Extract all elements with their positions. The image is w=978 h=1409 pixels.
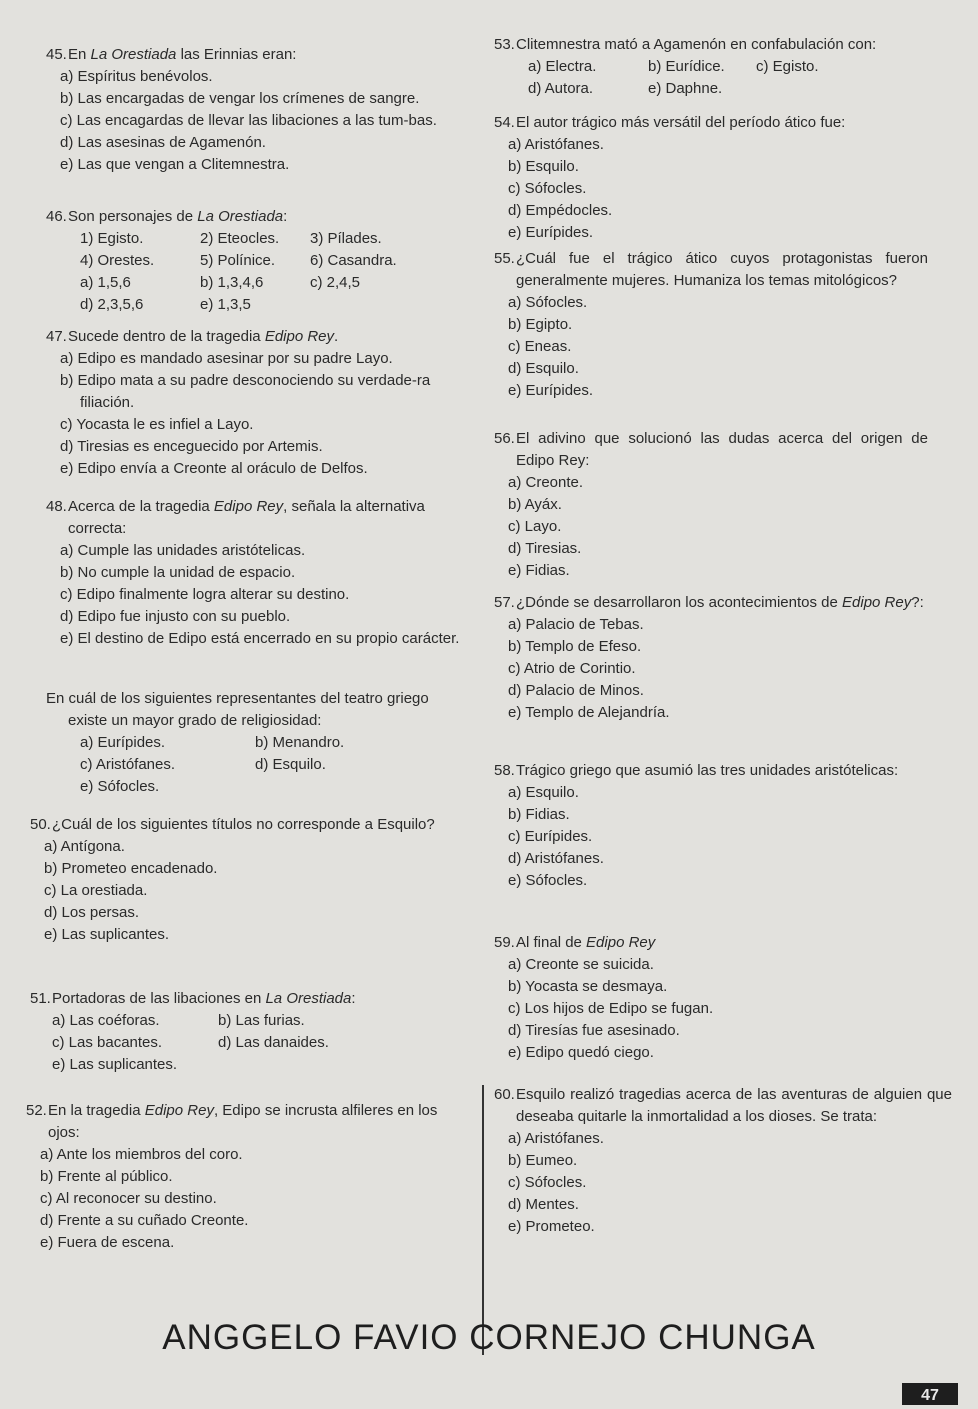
option-d: d) Las danaides. (218, 1034, 329, 1051)
question-stem: 54.El autor trágico más versátil del período ático fue: (494, 114, 846, 131)
option-e: e) Sófocles. (508, 872, 588, 889)
option-c: c) La orestiada. (44, 882, 148, 899)
option-a: a) Esquilo. (508, 784, 579, 801)
option-e: e) Eurípides. (508, 382, 594, 399)
item: 1) Egisto. (80, 230, 144, 247)
option-b: b) Fidias. (508, 806, 570, 823)
option-d: d) Autora. (528, 80, 594, 97)
option-e: e) El destino de Edipo está encerrado en su propio carácter. (60, 630, 460, 647)
options (46, 732, 466, 798)
option-a: a) Creonte. (508, 474, 584, 491)
option-b: b) No cumple la unidad de espacio. (60, 564, 296, 581)
option-a: a) 1,5,6 (80, 274, 131, 291)
option-d: d) Las asesinas de Agamenón. (60, 134, 266, 151)
option-a: a) Sófocles. (508, 294, 588, 311)
option-d: d) Los persas. (44, 904, 140, 921)
option-a: a) Electra. (528, 58, 597, 75)
option-b: b) Yocasta se desmaya. (508, 978, 668, 995)
question-60 (494, 1084, 952, 1238)
option-e: e) Daphne. (648, 80, 723, 97)
question-52 (26, 1100, 466, 1254)
option-b: b) Edipo mata a su padre desconociendo su verdade-ra filiación. (60, 372, 431, 411)
option-a: a) Espíritus benévolos. (60, 68, 213, 85)
question-stem: 46.Son personajes de La Orestiada: (46, 208, 288, 225)
option-a: a) Cumple las unidades aristótelicas. (60, 542, 306, 559)
item: 6) Casandra. (310, 252, 397, 269)
option-d: d) Tiresias. (508, 540, 582, 557)
option-b: b) 1,3,4,6 (200, 274, 264, 291)
option-b: b) Las furias. (218, 1012, 305, 1029)
options (30, 1010, 466, 1076)
question-stem: 59.Al final de Edipo Rey (494, 934, 656, 951)
option-e: e) Edipo quedó ciego. (508, 1044, 654, 1061)
option-e: e) Eurípides. (508, 224, 594, 241)
option-c: c) Las encagardas de llevar las libaciones a las tum-bas. (60, 112, 437, 129)
option-a: a) Eurípides. (80, 734, 166, 751)
page-number: 47 (902, 1383, 958, 1405)
option-b: b) Eumeo. (508, 1152, 578, 1169)
option-a: a) Palacio de Tebas. (508, 616, 644, 633)
option-e: e) Templo de Alejandría. (508, 704, 670, 721)
option-c: c) 2,4,5 (310, 274, 361, 291)
option-c: c) Eneas. (508, 338, 572, 355)
question-51 (30, 988, 466, 1076)
question-58 (494, 760, 928, 892)
option-a: a) Aristófanes. (508, 1130, 604, 1147)
question-53 (494, 34, 944, 100)
question-59 (494, 932, 934, 1064)
option-b: b) Eurídice. (648, 58, 725, 75)
question-50 (30, 814, 466, 946)
question-45 (46, 44, 466, 176)
option-d: d) Esquilo. (255, 756, 326, 773)
option-c: c) Egisto. (756, 58, 819, 75)
option-b: b) Templo de Efeso. (508, 638, 642, 655)
options (46, 272, 466, 316)
option-e: e) Sófocles. (80, 778, 160, 795)
option-a: a) Creonte se suicida. (508, 956, 654, 973)
option-e: e) Fidias. (508, 562, 570, 579)
option-d: d) Mentes. (508, 1196, 579, 1213)
option-a: a) Aristófanes. (508, 136, 604, 153)
question-stem: 47.Sucede dentro de la tragedia Edipo Rey. (46, 328, 339, 345)
option-c: c) Al reconocer su destino. (40, 1190, 217, 1207)
option-c: c) Layo. (508, 518, 562, 535)
option-e: e) Fuera de escena. (40, 1234, 175, 1251)
item: 4) Orestes. (80, 252, 155, 269)
item: 5) Polínice. (200, 252, 276, 269)
question-stem: 56.El adivino que solucionó las dudas acerca del origen de Edipo Rey: (494, 430, 928, 469)
question-54 (494, 112, 944, 244)
option-e: e) Las suplicantes. (44, 926, 170, 943)
option-d: d) Frente a su cuñado Creonte. (40, 1212, 249, 1229)
question-57 (494, 592, 934, 724)
question-stem: 51.Portadoras de las libaciones en La Orestiada: (30, 990, 356, 1007)
option-d: d) Palacio de Minos. (508, 682, 644, 699)
option-d: d) Aristófanes. (508, 850, 604, 867)
option-c: c) Los hijos de Edipo se fugan. (508, 1000, 714, 1017)
question-stem: 48.Acerca de la tragedia Edipo Rey, señala la alternativa correcta: (46, 498, 425, 537)
option-c: c) Eurípides. (508, 828, 593, 845)
option-c: c) Edipo finalmente logra alterar su destino. (60, 586, 350, 603)
question-stem: 55.¿Cuál fue el trágico ático cuyos protagonistas fueron generalmente mujeres. Humaniza los temas mitológicos? (494, 250, 928, 289)
option-c: c) Las bacantes. (52, 1034, 163, 1051)
option-b: b) Las encargadas de vengar los crímenes de sangre. (60, 90, 420, 107)
option-b: b) Frente al público. (40, 1168, 173, 1185)
options (494, 56, 944, 100)
question-stem: 45.En La Orestiada las Erinnias eran: (46, 46, 297, 63)
option-e: e) Prometeo. (508, 1218, 595, 1235)
option-a: a) Las coéforas. (52, 1012, 160, 1029)
option-e: e) Las que vengan a Clitemnestra. (60, 156, 290, 173)
option-d: d) 2,3,5,6 (80, 296, 144, 313)
question-stem: 57.¿Dónde se desarrollaron los acontecimientos de Edipo Rey?: (494, 594, 924, 611)
option-b: b) Menandro. (255, 734, 345, 751)
option-c: c) Aristófanes. (80, 756, 176, 773)
option-b: b) Esquilo. (508, 158, 579, 175)
question-stem: 53.Clitemnestra mató a Agamenón en confabulación con: (494, 36, 877, 53)
question-46 (46, 206, 466, 316)
item: 2) Eteocles. (200, 230, 280, 247)
question-48 (46, 496, 466, 650)
question-56 (494, 428, 928, 582)
author-name: ANGGELO FAVIO CORNEJO CHUNGA (162, 1318, 816, 1357)
option-d: d) Tiresías fue asesinado. (508, 1022, 680, 1039)
option-b: b) Egipto. (508, 316, 573, 333)
item: 3) Pílades. (310, 230, 382, 247)
option-d: d) Edipo fue injusto con su pueblo. (60, 608, 291, 625)
option-b: b) Ayáx. (508, 496, 562, 513)
option-d: d) Esquilo. (508, 360, 579, 377)
option-c: c) Sófocles. (508, 180, 587, 197)
option-b: b) Prometeo encadenado. (44, 860, 218, 877)
question-stem: 50.¿Cuál de los siguientes títulos no corresponde a Esquilo? (30, 816, 435, 833)
option-d: d) Tiresias es enceguecido por Artemis. (60, 438, 323, 455)
option-e: e) 1,3,5 (200, 296, 251, 313)
option-e: e) Las suplicantes. (52, 1056, 178, 1073)
question-stem: 60.Esquilo realizó tragedias acerca de las aventuras de alguien que deseaba quitarle la inmortalidad a los dioses. Se trata: (494, 1086, 952, 1125)
option-c: c) Sófocles. (508, 1174, 587, 1191)
question-stem: 52.En la tragedia Edipo Rey, Edipo se incrusta alfileres en los ojos: (26, 1102, 438, 1141)
option-a: a) Antígona. (44, 838, 125, 855)
option-a: a) Edipo es mandado asesinar por su padre Layo. (60, 350, 393, 367)
question-49 (46, 688, 466, 798)
option-c: c) Yocasta le es infiel a Layo. (60, 416, 254, 433)
column-divider (482, 1085, 484, 1355)
numbered-items (46, 228, 466, 272)
question-stem: En cuál de los siguientes representantes del teatro griego existe un mayor grado de religiosidad: (46, 690, 429, 729)
question-stem: 58.Trágico griego que asumió las tres unidades aristótelicas: (494, 762, 899, 779)
option-e: e) Edipo envía a Creonte al oráculo de Delfos. (60, 460, 368, 477)
option-c: c) Atrio de Corintio. (508, 660, 636, 677)
option-a: a) Ante los miembros del coro. (40, 1146, 243, 1163)
question-47 (46, 326, 466, 480)
question-55 (494, 248, 928, 402)
option-d: d) Empédocles. (508, 202, 613, 219)
